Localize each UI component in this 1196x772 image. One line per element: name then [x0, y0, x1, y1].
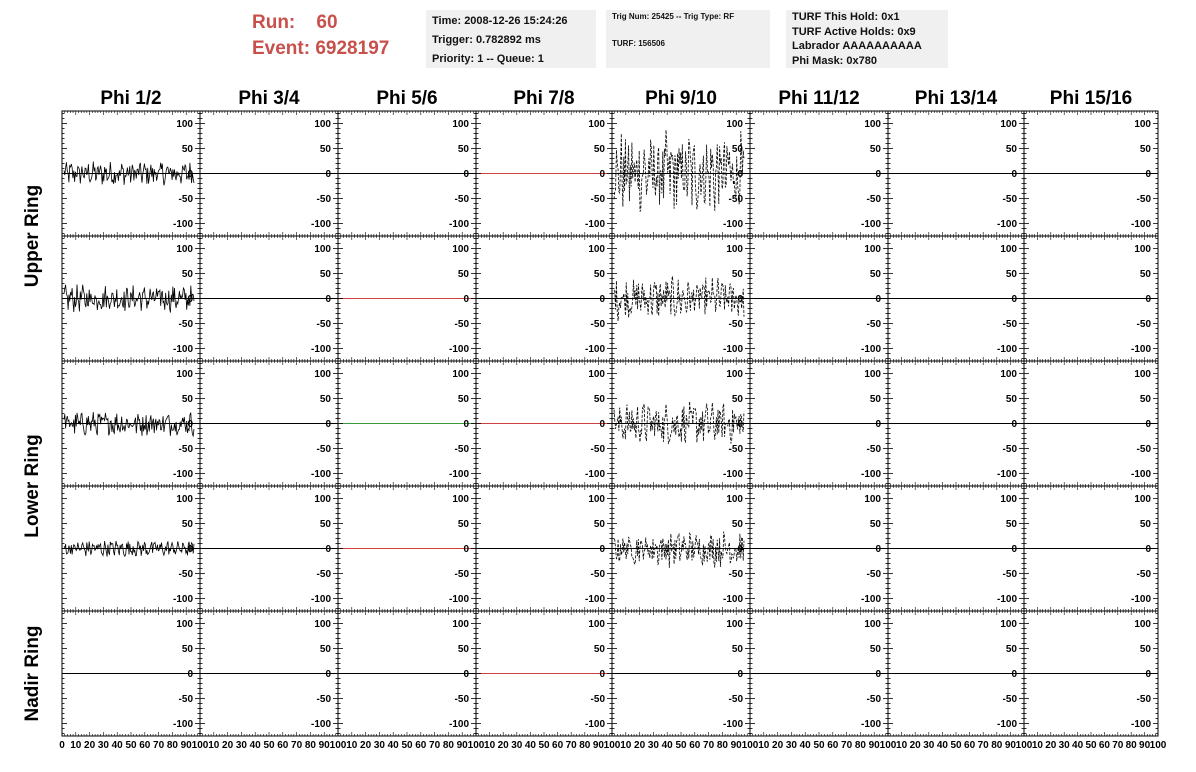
priority-text: Priority: 1 -- Queue: 1	[432, 53, 544, 65]
y-tick-label: -50	[316, 194, 331, 205]
y-tick-label: 50	[869, 519, 881, 530]
y-tick-label: 100	[314, 369, 331, 380]
y-tick-label: 50	[593, 144, 605, 155]
column-title: Phi 1/2	[100, 88, 162, 109]
y-tick-label: 0	[1145, 294, 1151, 305]
y-tick-label: -50	[590, 319, 605, 330]
y-tick-label: 50	[1139, 394, 1151, 405]
y-tick-label: 100	[176, 244, 193, 255]
y-tick-label: 50	[869, 394, 881, 405]
run-label: Run:	[252, 12, 296, 33]
y-tick-label: 50	[319, 394, 331, 405]
y-tick-label: 0	[1011, 169, 1017, 180]
y-tick-label: -50	[316, 319, 331, 330]
y-tick-label: 100	[452, 369, 469, 380]
y-tick-label: 50	[731, 269, 743, 280]
y-tick-label: -50	[454, 319, 469, 330]
time-text: Time: 2008-12-26 15:24:26	[432, 15, 568, 27]
event-value: 6928197	[315, 38, 390, 59]
y-tick-label: 100	[1000, 244, 1017, 255]
y-tick-label: 100	[1000, 119, 1017, 130]
y-tick-label: -50	[178, 194, 193, 205]
y-tick-label: 50	[319, 519, 331, 530]
y-tick-label: 100	[726, 119, 743, 130]
y-tick-label: 100	[588, 244, 605, 255]
y-tick-label: 100	[452, 494, 469, 505]
y-tick-label: -50	[178, 569, 193, 580]
y-tick-label: 100	[1000, 369, 1017, 380]
event-label: Event:	[252, 38, 311, 59]
y-tick-label: -50	[590, 194, 605, 205]
y-tick-label: 100	[1134, 369, 1151, 380]
y-tick-label: 0	[1011, 544, 1017, 555]
y-tick-label: 50	[457, 144, 469, 155]
y-tick-label: -100	[172, 594, 193, 605]
y-tick-label: -50	[1002, 569, 1017, 580]
y-tick-label: 0	[1011, 419, 1017, 430]
y-tick-label: 0	[463, 294, 469, 305]
y-tick-label: -100	[172, 219, 193, 230]
phi-mask-text: Phi Mask: 0x780	[792, 54, 877, 67]
y-tick-label: 50	[181, 519, 193, 530]
y-tick-label: -50	[454, 444, 469, 455]
y-tick-label: -100	[310, 219, 331, 230]
y-tick-label: 0	[1145, 419, 1151, 430]
y-tick-label: 50	[457, 269, 469, 280]
y-tick-label: 50	[731, 394, 743, 405]
y-tick-label: 100	[314, 119, 331, 130]
y-tick-label: -50	[1136, 319, 1151, 330]
y-tick-label: 50	[1005, 269, 1017, 280]
y-tick-label: 0	[325, 294, 331, 305]
y-tick-label: 0	[187, 294, 193, 305]
column-title: Phi 5/6	[376, 88, 438, 109]
y-tick-label: -50	[1136, 444, 1151, 455]
y-tick-label: 0	[599, 419, 605, 430]
y-tick-label: -100	[448, 469, 469, 480]
y-tick-label: 100	[588, 494, 605, 505]
turf-active-text: TURF Active Holds: 0x9	[792, 25, 916, 38]
y-tick-label: 50	[457, 394, 469, 405]
y-tick-label: 50	[319, 144, 331, 155]
y-tick-label: 0	[1145, 169, 1151, 180]
y-tick-label: 50	[593, 519, 605, 530]
waveform-trace	[614, 401, 744, 443]
y-tick-label: 100	[452, 244, 469, 255]
y-tick-label: 100	[864, 244, 881, 255]
y-tick-label: -100	[310, 344, 331, 355]
y-tick-label: -100	[172, 344, 193, 355]
y-tick-label: 0	[463, 544, 469, 555]
y-tick-label: 50	[869, 269, 881, 280]
y-tick-label: 50	[1139, 269, 1151, 280]
y-tick-label: -50	[1136, 194, 1151, 205]
y-tick-label: -100	[996, 594, 1017, 605]
labrador-text: Labrador AAAAAAAAAA	[792, 40, 922, 52]
y-tick-label: 100	[864, 369, 881, 380]
y-tick-label: 0	[599, 294, 605, 305]
y-tick-label: -50	[728, 194, 743, 205]
y-tick-label: 0	[599, 169, 605, 180]
y-tick-label: 0	[187, 419, 193, 430]
y-tick-label: -100	[584, 469, 605, 480]
y-tick-label: 50	[181, 394, 193, 405]
run-value: 60	[316, 12, 338, 33]
column-title: Phi 3/4	[238, 88, 300, 109]
y-tick-label: 0	[875, 294, 881, 305]
y-tick-label: -100	[722, 594, 743, 605]
trigger-text: Trigger: 0.782892 ms	[432, 34, 541, 46]
y-tick-label: -50	[1002, 194, 1017, 205]
y-tick-label: 0	[187, 169, 193, 180]
y-tick-label: -100	[448, 594, 469, 605]
y-tick-label: 100	[1134, 244, 1151, 255]
waveform-trace	[64, 412, 194, 436]
y-tick-label: 100	[726, 244, 743, 255]
y-tick-label: -50	[178, 444, 193, 455]
y-tick-label: 50	[319, 269, 331, 280]
y-tick-label: 50	[593, 394, 605, 405]
y-tick-label: 50	[731, 144, 743, 155]
y-tick-label: 50	[1005, 144, 1017, 155]
y-tick-label: 100	[1000, 494, 1017, 505]
y-tick-label: -50	[1002, 319, 1017, 330]
waveform-trace	[614, 130, 744, 212]
y-tick-label: 0	[463, 419, 469, 430]
y-tick-label: -50	[178, 319, 193, 330]
y-tick-label: 0	[737, 419, 743, 430]
y-tick-label: 0	[875, 169, 881, 180]
y-tick-label: 50	[869, 144, 881, 155]
y-tick-label: -50	[316, 569, 331, 580]
y-tick-label: 100	[726, 369, 743, 380]
y-tick-label: 100	[314, 494, 331, 505]
y-tick-label: 100	[588, 369, 605, 380]
y-tick-label: -100	[310, 594, 331, 605]
y-tick-label: 0	[463, 169, 469, 180]
y-tick-label: 100	[588, 119, 605, 130]
y-tick-label: 50	[457, 519, 469, 530]
y-tick-label: -100	[1130, 344, 1151, 355]
column-title: Phi 13/14	[914, 88, 998, 109]
y-tick-label: 0	[599, 544, 605, 555]
y-tick-label: -100	[860, 594, 881, 605]
y-tick-label: 100	[864, 119, 881, 130]
row-group-title: Upper Ring	[22, 184, 43, 288]
y-tick-label: -50	[454, 569, 469, 580]
y-tick-label: -100	[1130, 469, 1151, 480]
y-tick-label: -50	[866, 569, 881, 580]
y-tick-label: 100	[176, 369, 193, 380]
y-tick-label: 0	[737, 294, 743, 305]
y-tick-label: 100	[314, 244, 331, 255]
row-group-title: Nadir Ring	[22, 625, 43, 722]
y-tick-label: 100	[176, 494, 193, 505]
y-tick-label: 100	[864, 494, 881, 505]
y-tick-label: -50	[590, 569, 605, 580]
column-title: Phi 11/12	[778, 88, 860, 109]
y-tick-label: 100	[176, 119, 193, 130]
y-tick-label: 50	[1005, 394, 1017, 405]
y-tick-label: -100	[722, 469, 743, 480]
y-tick-label: 50	[1139, 144, 1151, 155]
y-tick-label: -100	[448, 219, 469, 230]
y-tick-label: -50	[590, 444, 605, 455]
y-tick-label: 100	[726, 494, 743, 505]
y-tick-label: -100	[722, 219, 743, 230]
turf-num-text: TURF: 156506	[612, 39, 665, 48]
y-tick-label: 50	[593, 269, 605, 280]
y-tick-label: -100	[860, 344, 881, 355]
y-tick-label: 50	[1005, 519, 1017, 530]
y-tick-label: 0	[187, 544, 193, 555]
y-tick-label: 100	[452, 119, 469, 130]
y-tick-label: -100	[584, 344, 605, 355]
y-tick-label: -50	[316, 444, 331, 455]
y-tick-label: -100	[448, 344, 469, 355]
y-tick-label: 0	[737, 544, 743, 555]
y-tick-label: -50	[1002, 444, 1017, 455]
y-tick-label: -100	[860, 219, 881, 230]
y-tick-label: 0	[325, 169, 331, 180]
y-tick-label: -50	[866, 319, 881, 330]
y-tick-label: 50	[181, 269, 193, 280]
y-tick-label: -100	[310, 469, 331, 480]
column-title: Phi 7/8	[513, 88, 575, 109]
y-tick-label: 100	[1134, 119, 1151, 130]
y-tick-label: -100	[722, 344, 743, 355]
y-tick-label: -100	[996, 469, 1017, 480]
y-tick-label: -100	[172, 469, 193, 480]
y-tick-label: -50	[728, 569, 743, 580]
y-tick-label: -50	[866, 444, 881, 455]
y-tick-label: -100	[1130, 219, 1151, 230]
y-tick-label: 0	[875, 419, 881, 430]
y-tick-label: 0	[737, 169, 743, 180]
row-group-title: Lower Ring	[22, 434, 43, 538]
y-tick-label: -50	[728, 319, 743, 330]
y-tick-label: -50	[728, 444, 743, 455]
y-tick-label: -50	[866, 194, 881, 205]
y-tick-label: 50	[731, 519, 743, 530]
y-tick-label: -50	[454, 194, 469, 205]
y-tick-label: -100	[996, 344, 1017, 355]
y-tick-label: 0	[1011, 294, 1017, 305]
trig-num-text: Trig Num: 25425 -- Trig Type: RF	[612, 12, 735, 21]
y-tick-label: -100	[584, 219, 605, 230]
y-tick-label: -100	[860, 469, 881, 480]
turf-hold-text: TURF This Hold: 0x1	[792, 11, 900, 23]
y-tick-label: 0	[325, 419, 331, 430]
column-title: Phi 15/16	[1049, 88, 1133, 109]
y-tick-label: -100	[996, 219, 1017, 230]
y-tick-label: 0	[325, 544, 331, 555]
waveform-trace	[614, 532, 744, 568]
y-tick-label: 50	[181, 144, 193, 155]
column-title: Phi 9/10	[645, 88, 717, 109]
y-tick-label: -100	[584, 594, 605, 605]
y-tick-label: 0	[875, 544, 881, 555]
